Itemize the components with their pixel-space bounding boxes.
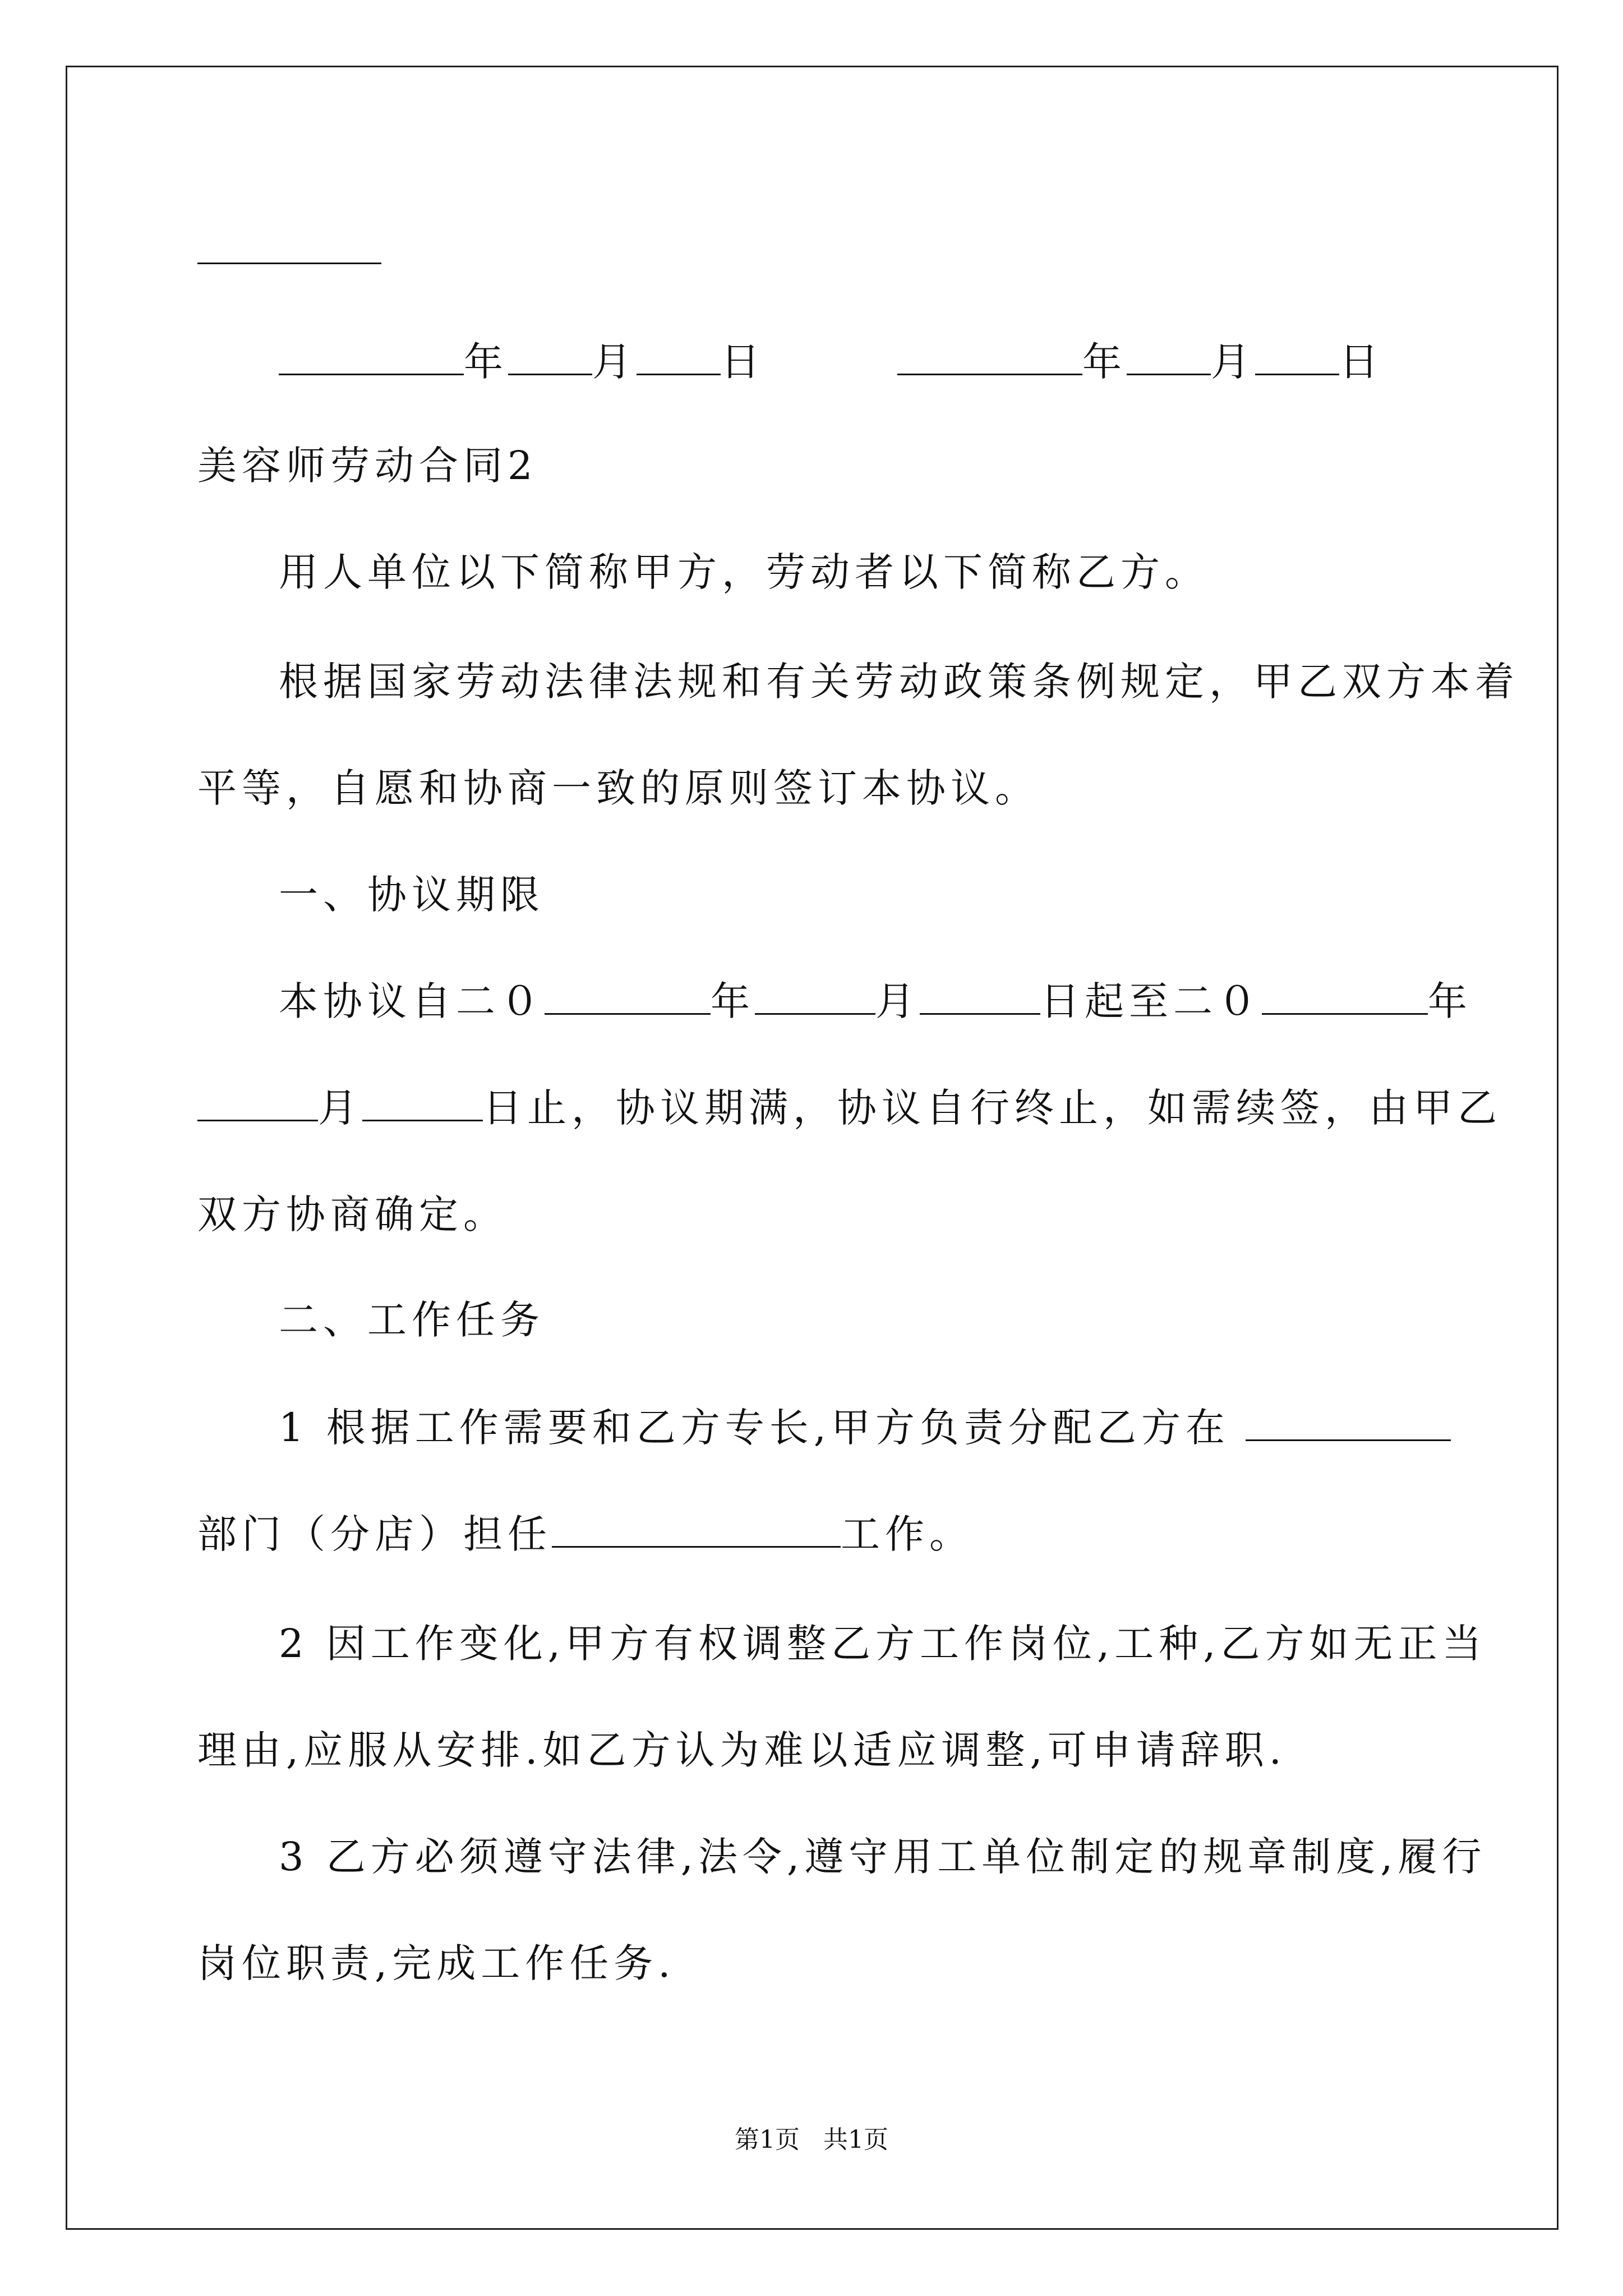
task-1-line-1 <box>279 1405 1451 1451</box>
month-label-right: 月 <box>1211 339 1255 385</box>
basis-paragraph-line-2: 平等，自愿和协商一致的原则签订本协议。 <box>197 765 1039 811</box>
document-title: 美容师劳动合同2 <box>197 443 538 489</box>
task-3-line-1: 3 乙方必须遵守法律,法令,遵守用工单位制定的规章制度,履行 <box>279 1834 1487 1880</box>
task-1-work-text: 工作。 <box>841 1511 974 1557</box>
term-end-text: 日止，协议期满，协议自行终止，如需续签，由甲乙 <box>483 1085 1502 1131</box>
end-month-blank[interactable] <box>197 1089 318 1121</box>
day-label-left: 日 <box>721 339 765 385</box>
year-blank-right[interactable] <box>897 343 1082 375</box>
end-year-blank[interactable] <box>1262 983 1428 1015</box>
term-line-1 <box>279 978 1472 1024</box>
day-blank-left[interactable] <box>637 343 721 375</box>
date-row-left <box>279 339 765 385</box>
day-blank-right[interactable] <box>1255 343 1339 375</box>
start-year-blank[interactable] <box>545 983 711 1015</box>
term-line-2 <box>197 1085 1502 1131</box>
signature-blank[interactable] <box>197 232 381 264</box>
basis-paragraph-line-1: 根据国家劳动法律法规和有关劳动政策条例规定，甲乙双方本着 <box>279 659 1519 705</box>
term-line-3: 双方协商确定。 <box>197 1191 508 1237</box>
section-heading-tasks: 二、工作任务 <box>279 1297 545 1343</box>
end-year-label: 年 <box>1428 978 1472 1024</box>
position-blank[interactable] <box>552 1516 841 1548</box>
task-1-line-2 <box>197 1511 974 1557</box>
month-blank-left[interactable] <box>508 343 592 375</box>
department-blank[interactable] <box>1246 1409 1451 1441</box>
year-label-right: 年 <box>1082 339 1127 385</box>
day-label-right: 日 <box>1339 339 1384 385</box>
page-number-footer: 第1页 共1页 <box>735 2125 888 2154</box>
start-month-label: 月 <box>875 978 920 1024</box>
task-2-line-2: 理由,应服从安排.如乙方认为难以适应调整,可申请辞职. <box>197 1727 1287 1773</box>
end-month-label: 月 <box>318 1085 362 1131</box>
year-label-left: 年 <box>464 339 508 385</box>
start-year-label: 年 <box>711 978 755 1024</box>
end-day-blank[interactable] <box>362 1089 483 1121</box>
start-day-blank[interactable] <box>920 983 1040 1015</box>
task-1-position-text: 部门（分店）担任 <box>197 1511 552 1557</box>
start-day-label: 日起至二０ <box>1040 978 1262 1024</box>
intro-paragraph: 用人单位以下简称甲方，劳动者以下简称乙方。 <box>279 549 1209 595</box>
task-2-line-1: 2 因工作变化,甲方有权调整乙方工作岗位,工种,乙方如无正当 <box>279 1621 1487 1667</box>
month-label-left: 月 <box>592 339 637 385</box>
date-row-right <box>897 339 1384 385</box>
month-blank-right[interactable] <box>1127 343 1211 375</box>
signature-blank-line <box>197 231 381 270</box>
task-3-line-2: 岗位职责,完成工作任务. <box>197 1940 676 1986</box>
task-1-text: 1 根据工作需要和乙方专长,甲方负责分配乙方在 <box>279 1405 1230 1451</box>
start-month-blank[interactable] <box>755 983 875 1015</box>
term-start-text: 本协议自二０ <box>279 978 545 1024</box>
page-border <box>66 66 1559 2230</box>
section-heading-term: 一、协议期限 <box>279 872 545 918</box>
year-blank-left[interactable] <box>279 343 464 375</box>
